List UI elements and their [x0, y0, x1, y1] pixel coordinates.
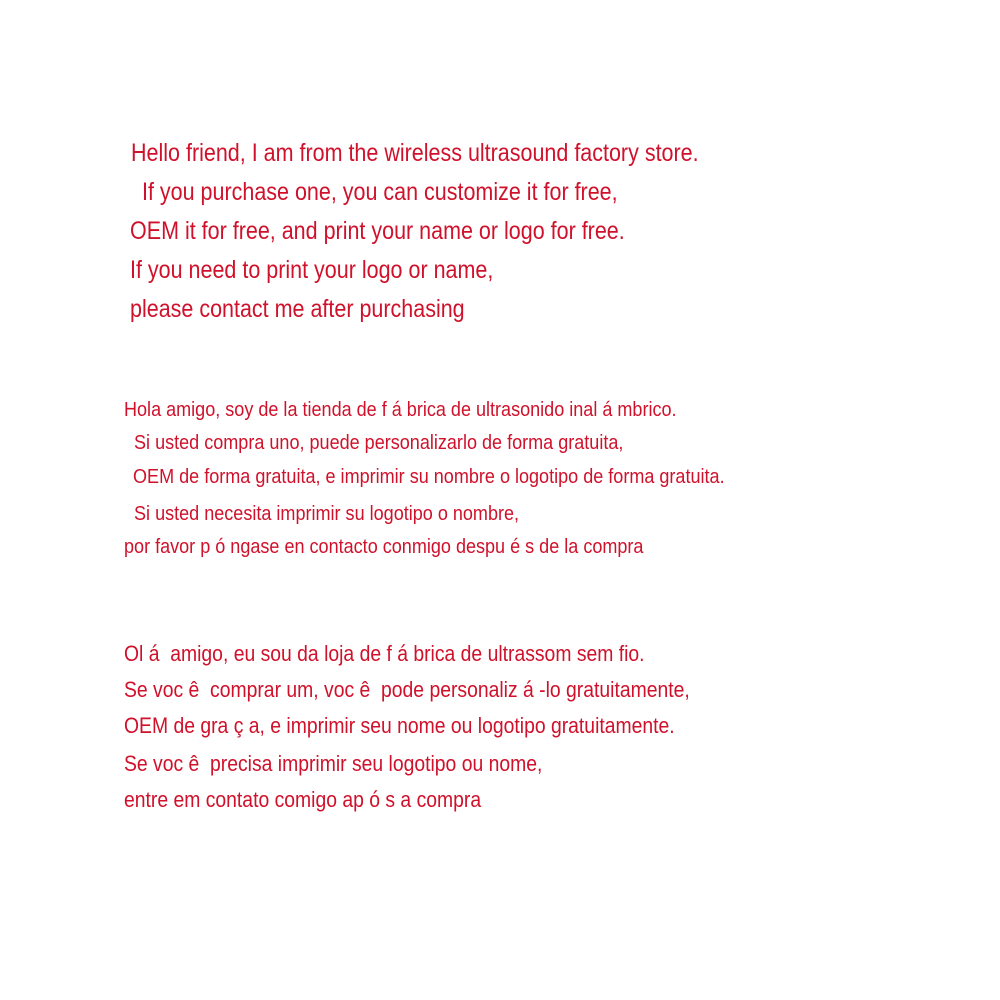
portuguese-line-1: Ol á amigo, eu sou da loja de f á brica de ultrassom sem fio. [124, 641, 645, 666]
spanish-line-2: Si usted compra uno, puede personalizarlo de forma gratuita, [129, 431, 624, 454]
english-line-5: please contact me after purchasing [130, 295, 465, 323]
spanish-line-3: OEM de forma gratuita, e imprimir su nombre o logotipo de forma gratuita. [128, 465, 725, 488]
spanish-line-5: por favor p ó ngase en contacto conmigo despu é s de la compra [124, 535, 644, 558]
english-line-4: If you need to print your logo or name, [130, 256, 494, 284]
english-line-3: OEM it for free, and print your name or logo for free. [130, 217, 625, 245]
portuguese-line-2: Se voc ê comprar um, voc ê pode personaliz á -lo gratuitamente, [124, 677, 690, 702]
english-line-1: Hello friend, I am from the wireless ultrasound factory store. [131, 139, 699, 167]
spanish-line-1: Hola amigo, soy de la tienda de f á brica de ultrasonido inal á mbrico. [124, 398, 677, 421]
english-line-2: If you purchase one, you can customize it for free, [136, 178, 618, 206]
portuguese-line-3: OEM de gra ç a, e imprimir seu nome ou logotipo gratuitamente. [124, 713, 675, 738]
spanish-line-4: Si usted necesita imprimir su logotipo o nombre, [129, 502, 520, 525]
portuguese-line-5: entre em contato comigo ap ó s a compra [124, 787, 482, 812]
portuguese-line-4: Se voc ê precisa imprimir seu logotipo ou nome, [124, 751, 543, 776]
